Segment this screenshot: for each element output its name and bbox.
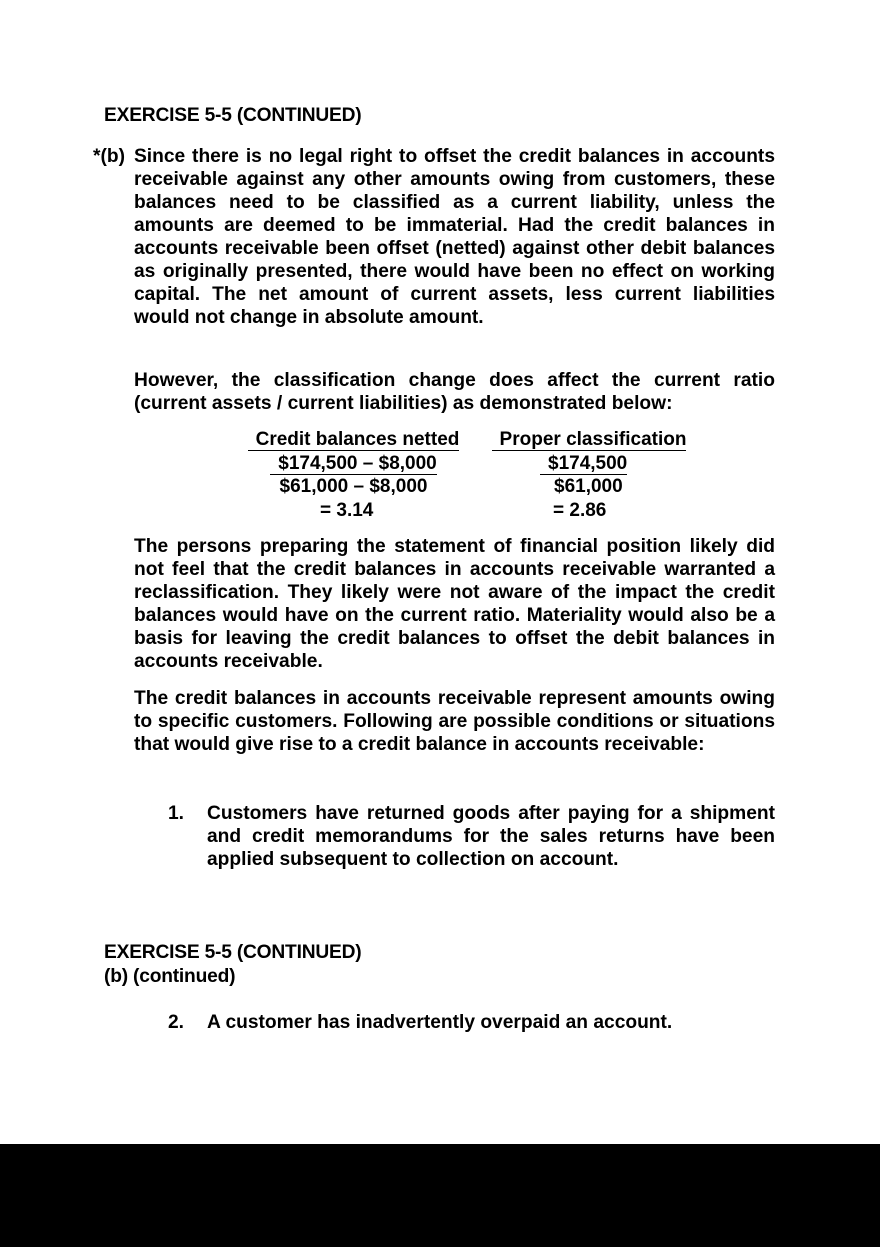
- paragraph-current-ratio-intro: However, the classification change does affect the current ratio (current assets / current liabilities) as demonstrated below:: [134, 370, 775, 414]
- column-netted: [241, 428, 466, 522]
- paragraph-offset-rule: Since there is no legal right to offset the credit balances in accounts receivable against any other amounts owing from customers, these balances need to be classified as a current liability, unless the amounts are deemed to be immaterial. Had the credit balances in accounts receivable been offset (netted) against other debit balances as originally presented, there would have been no effect on working capital. The net amount of current assets, less current liabilities would not change in absolute amount.: [134, 146, 775, 328]
- denominator: $61,000: [554, 476, 623, 497]
- section-heading: EXERCISE 5-5 (CONTINUED): [104, 942, 362, 963]
- section-heading: EXERCISE 5-5 (CONTINUED): [104, 105, 362, 126]
- list-item-text: A customer has inadvertently overpaid an account.: [207, 1012, 673, 1033]
- numerator: $174,500: [540, 454, 627, 475]
- ratio-result: = 3.14: [320, 499, 374, 521]
- column-header: Proper classification: [492, 430, 687, 451]
- bottom-black-band: [0, 1144, 880, 1247]
- numerator: $174,500 – $8,000: [270, 454, 437, 475]
- list-item-number: 1.: [168, 803, 185, 824]
- list-item-number: 2.: [168, 1012, 185, 1033]
- ratio-result: = 2.86: [553, 499, 607, 521]
- list-item-text: Customers have returned goods after paying for a shipment and credit memorandums for the sales returns have been applied subsequent to collection on account.: [207, 803, 775, 870]
- column-proper: [484, 428, 694, 522]
- paragraph-conditions-intro: The credit balances in accounts receivable represent amounts owing to specific customers. Following are possible conditions or situations that would give rise to a credit balance in accounts receivable:: [134, 688, 775, 755]
- paragraph-reasoning: The persons preparing the statement of financial position likely did not feel that the credit balances in accounts receivable warranted a reclassification. They likely were not aware of the impact the credit balances would have on the current ratio. Materiality would also be a basis for leaving the credit balances to offset the debit balances in accounts receivable.: [134, 536, 775, 672]
- section-subheading: (b) (continued): [104, 966, 236, 987]
- column-header: Credit balances netted: [248, 430, 460, 451]
- denominator: $61,000 – $8,000: [279, 476, 428, 497]
- part-marker: *(b): [93, 146, 125, 167]
